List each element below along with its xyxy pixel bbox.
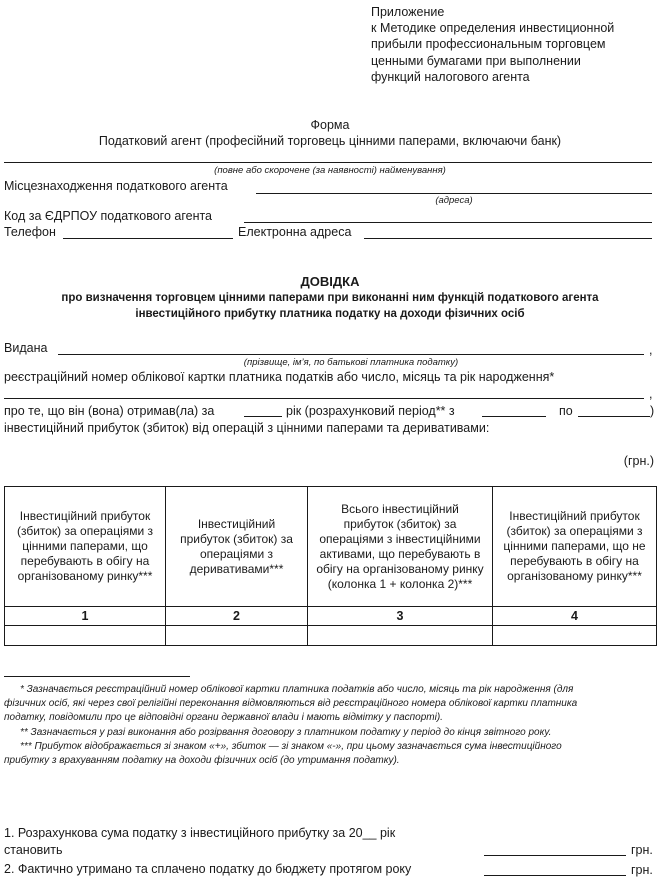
table-header-cell — [493, 487, 657, 607]
footnote-line: *** Прибуток відображається зі знаком «+», збиток — зі знаком «-», при цьому зазначається сума інвестиційного — [20, 741, 562, 752]
agent-name-field[interactable] — [4, 162, 652, 163]
profit-text: інвестиційний прибуток (збиток) від операцій з цінними паперами та деривативами: — [4, 421, 490, 435]
received-prefix: про те, що він (вона) отримав(ла) за — [4, 404, 215, 418]
appendix-block — [371, 4, 656, 85]
location-label: Місцезнаходження податкового агента — [4, 179, 228, 193]
footnote-line: податку, повідомили про це відповідні органи державної влади і мають відмітку у паспорті). — [4, 712, 443, 724]
appendix-line: к Методике определения инвестиционной — [371, 21, 615, 36]
currency-label: грн. — [631, 843, 653, 857]
summary-item-2: 2. Фактично утримано та сплачено податку до бюджету протягом року — [4, 862, 412, 876]
column-number: 2 — [166, 607, 308, 626]
location-field[interactable] — [256, 193, 652, 194]
appendix-line: функций налогового агента — [371, 69, 530, 84]
withheld-tax-field[interactable] — [484, 875, 626, 876]
header-text: Інвестиційний прибуток (збиток) за операціями з цінними паперами, що не перебувають в обігу на організованому ринку*** — [503, 509, 646, 583]
period-start-field[interactable] — [482, 416, 546, 417]
close-paren: ) — [650, 404, 655, 418]
currency-note: (грн.) — [623, 454, 654, 468]
comma: , — [649, 387, 653, 401]
appendix-line: ценными бумагами при выполнении — [371, 53, 581, 68]
certificate-subtitle-2: інвестиційного прибутку платника податку на доходи фізичних осіб — [135, 308, 525, 320]
calculated-tax-field[interactable] — [484, 855, 626, 856]
agent-title: Податковий агент (професійний торговець цінними паперами, включаючи банк) — [98, 134, 562, 148]
reg-number-field[interactable] — [4, 398, 644, 399]
phone-label: Телефон — [4, 225, 56, 239]
column-number: 1 — [5, 607, 166, 626]
footnote-line: прибутку з врахуванням податку на доходи фізичних осіб (до утримання податку). — [4, 755, 400, 767]
edrpou-label: Код за ЄДРПОУ податкового агента — [4, 209, 213, 223]
table-header-row — [5, 487, 657, 607]
footnote-line: * Зазначається реєстраційний номер облікової картки платника податків або число, місяць та рік народження (для — [20, 684, 574, 695]
footnote-3 — [4, 740, 656, 768]
issued-label: Видана — [4, 341, 48, 355]
appendix-title: Приложение — [371, 5, 445, 19]
footnote-divider — [4, 676, 190, 677]
footnote-line: фізичних осіб, які через свої релігійні переконання відмовляються від реєстраційного номера облікової картки платника — [4, 698, 578, 710]
appendix-line: прибыли профессиональным торговцем — [371, 37, 606, 52]
agent-name-hint: (повне або скорочене (за наявності) найменування) — [214, 165, 446, 176]
currency-label: грн. — [631, 863, 653, 877]
edrpou-field[interactable] — [244, 222, 652, 223]
taxpayer-name-hint: (прізвище, ім’я, по батькові платника податку) — [243, 357, 459, 368]
address-hint: (адреса) — [435, 195, 473, 206]
table-row — [5, 626, 657, 646]
table-cell[interactable] — [493, 626, 657, 646]
certificate-title: ДОВІДКА — [300, 274, 360, 289]
email-label: Електронна адреса — [238, 225, 352, 239]
year-word: рік (розрахунковий період** з — [286, 404, 455, 418]
footnote-2: ** Зазначається у разі виконання або розірвання договору з платником податку у період до кінця звітного року. — [20, 727, 552, 738]
reg-number-text: реєстраційний номер облікової картки платника податків або число, місяць та рік народження* — [4, 370, 555, 384]
period-end-field[interactable] — [578, 416, 650, 417]
table-header-cell — [308, 487, 493, 607]
comma: , — [649, 343, 653, 357]
table-cell[interactable] — [308, 626, 493, 646]
table-header-cell — [5, 487, 166, 607]
summary-item-1: 1. Розрахункова сума податку з інвестиційного прибутку за 20__ рік — [4, 826, 396, 840]
taxpayer-name-field[interactable] — [58, 354, 644, 355]
table-cell[interactable] — [5, 626, 166, 646]
header-text: Всього інвестиційний прибуток (збиток) за операціями з інвестиційними активами, що перебувають в обігу на організованому ринку (колонка 1 + колонка 2)*** — [316, 501, 484, 591]
column-number: 4 — [493, 607, 657, 626]
footnote-1 — [4, 683, 656, 726]
header-text: Інвестиційний прибуток (збиток) за операціями з цінними паперами, що перебувають в обігу на організованому ринку*** — [16, 509, 154, 583]
column-number: 3 — [308, 607, 493, 626]
profit-table — [4, 486, 657, 646]
header-text: Інвестиційний прибуток (збиток) за операціями з деривативами*** — [180, 516, 293, 576]
table-cell[interactable] — [166, 626, 308, 646]
phone-field[interactable] — [63, 238, 233, 239]
summary-item-1-cont: становить — [4, 843, 63, 857]
to-word: по — [559, 404, 573, 418]
table-number-row — [5, 607, 657, 626]
table-header-cell — [166, 487, 308, 607]
email-field[interactable] — [364, 238, 652, 239]
year-field[interactable] — [244, 416, 282, 417]
form-label: Форма — [310, 118, 350, 132]
certificate-subtitle-1: про визначення торговцем цінними паперами при виконанні ним функцій податкового агента — [61, 292, 599, 304]
